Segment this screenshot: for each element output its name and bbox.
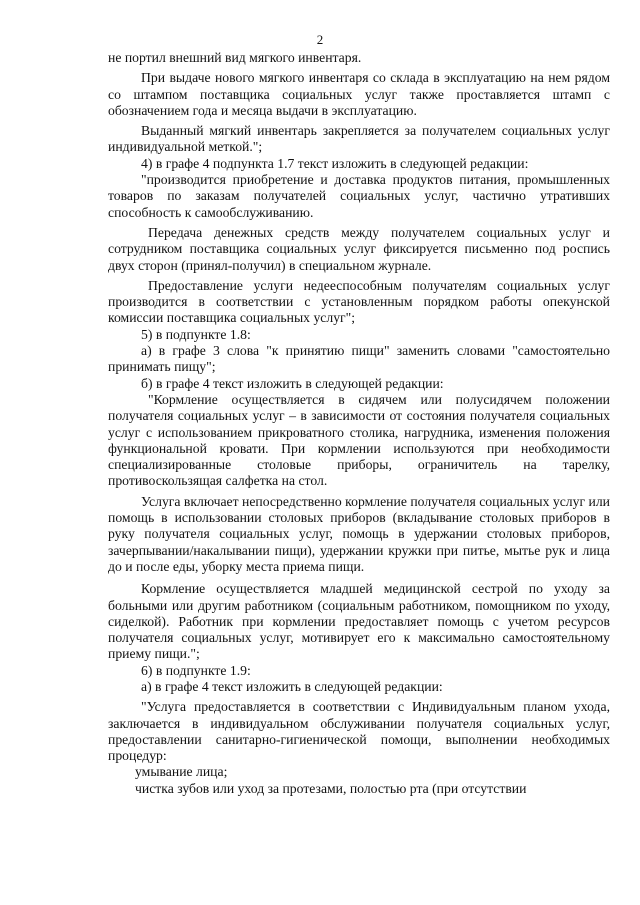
- paragraph-stamp-issue: При выдаче нового мягкого инвентаря со склада в эксплуатацию на нем рядом со штампом поставщика социальных услуг также проставляется штамп с обозначением года и месяца выдачи в эксплуатацию.: [108, 70, 610, 118]
- list-item-face-wash: умывание лица;: [135, 764, 228, 780]
- paragraph-item-5b: б) в графе 4 текст изложить в следующей редакции:: [141, 375, 444, 391]
- paragraph-care-plan: "Услуга предоставляется в соответствии с Индивидуальным планом ухода, заключается в индивидуальном обслуживании получателя социальных услуг, предоставлении санитарно-гигиенической помощи, выполнении необходимых процедур:: [108, 699, 610, 764]
- paragraph-item-4: 4) в графе 4 подпункта 1.7 текст изложить в следующей редакции:: [141, 155, 529, 171]
- paragraph-item-6: 6) в подпункте 1.9:: [141, 662, 251, 678]
- paragraph-continuation: не портил внешний вид мягкого инвентаря.: [108, 50, 362, 65]
- paragraph-item-5: 5) в подпункте 1.8:: [141, 326, 251, 342]
- paragraph-individual-mark: Выданный мягкий инвентарь закрепляется за получателем социальных услуг индивидуальной меткой.";: [108, 123, 610, 155]
- paragraph-feeding-position: "Кормление осуществляется в сидячем или полусидячем положении получателя социальных услуг – в зависимости от состояния получателя социальных услуг с использованием прикроватного столика, нагрудника, изменения положения функциональной кровати. При кормлении используются при необходимости специализированные столовые приборы, ограничитель на тарелку, противоскользящая салфетка на стол.: [108, 391, 610, 489]
- list-item-teeth-cleaning: чистка зубов или уход за протезами, полостью рта (при отсутствии: [135, 780, 527, 796]
- paragraph-feeding-staff: Кормление осуществляется младшей медицинской сестрой по уходу за больными или другим работником (социальным работником, помощником по уходу, сиделкой). Работник при кормлении предоставляет помощь с учетом ресурсов получателя социальных услуг, мотивирует его к максимально самостоятельному приему пищи.";: [108, 581, 610, 662]
- page-number: 2: [316, 32, 324, 47]
- paragraph-money-transfer: Передача денежных средств между получателем социальных услуг и сотрудником поставщика социальных услуг фиксируется письменно под роспись двух сторон (принял-получил) в специальном журнале.: [108, 224, 610, 273]
- paragraph-item-5a: а) в графе 3 слова "к принятию пищи" заменить словами "самостоятельно принимать пищу";: [108, 343, 610, 375]
- paragraph-incapable-recipients: Предоставление услуги недееспособным получателям социальных услуг производится в соответствии с установленным порядком работы опекунской комиссии поставщика социальных услуг";: [108, 277, 610, 326]
- document-body: [108, 50, 610, 797]
- paragraph-purchase-delivery: "производится приобретение и доставка продуктов питания, промышленных товаров по заказам получателей социальных услуг, частично утративших способность к самообслуживанию.: [108, 172, 610, 220]
- paragraph-feeding-scope: Услуга включает непосредственно кормление получателя социальных услуг или помощь в использовании столовых приборов (вкладывание столовых приборов в руку получателя социальных услуг, помощь в удержании столовых приборов, зачерпывании/накалывании пищи), удержании кружки при питье, мытье рук и лица до и после еды, уборку места приема пищи.: [108, 493, 610, 574]
- paragraph-item-6a: а) в графе 4 текст изложить в следующей редакции:: [141, 678, 443, 694]
